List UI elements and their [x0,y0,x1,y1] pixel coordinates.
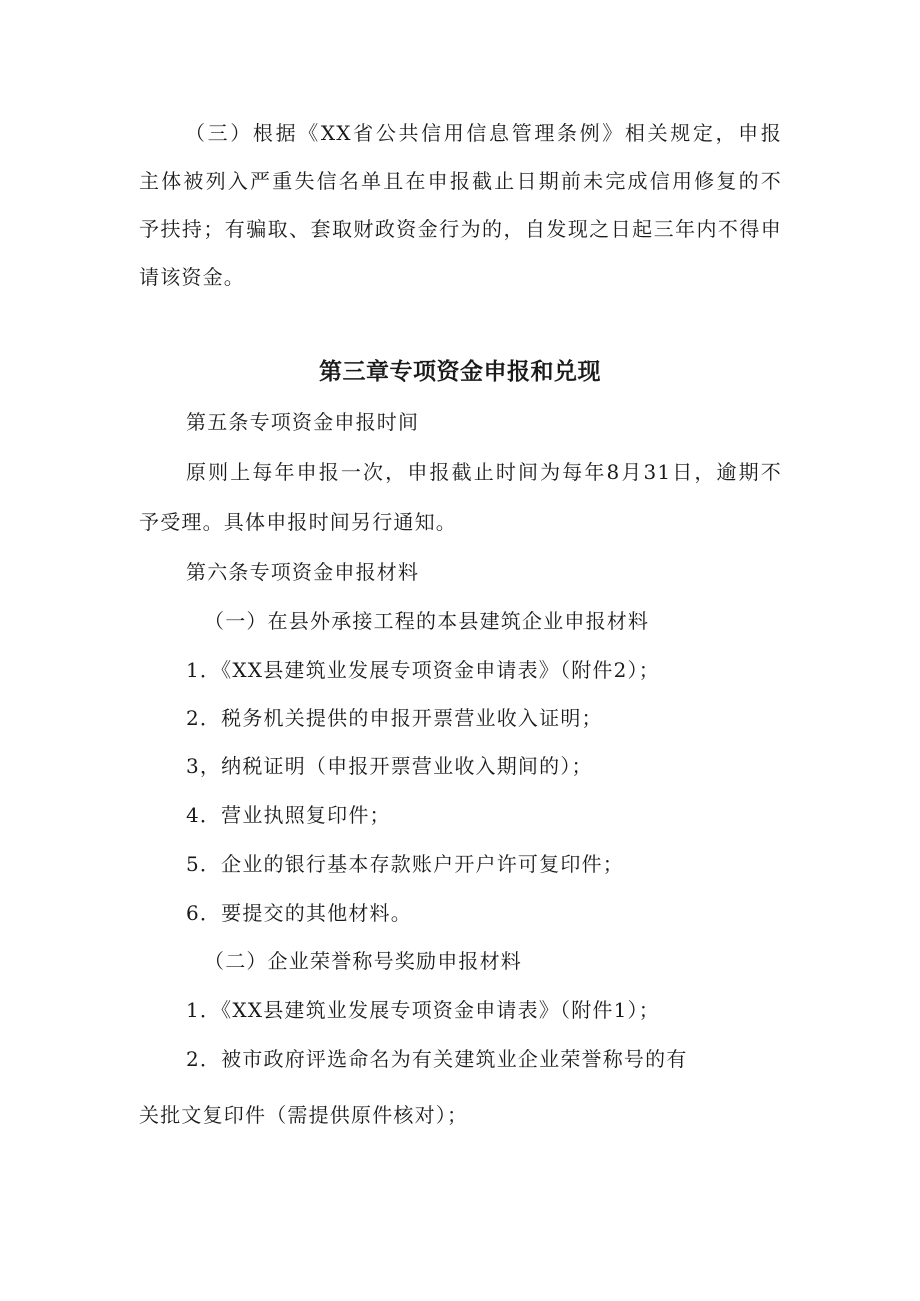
list-item: 4．营业执照复印件； [186,803,391,827]
paragraph-line: 请该资金。 [139,265,245,289]
paragraph-line: 予扶持；有骗取、套取财政资金行为的，自发现之日起三年内不得申 [139,217,782,241]
paragraph-line: 予受理。具体申报时间另行通知。 [139,510,457,534]
article-title: 第六条专项资金申报材料 [186,560,420,584]
list-item: 1．《XX县建筑业发展专项资金申请表》（附件1）； [186,998,660,1022]
list-item: 6．要提交的其他材料。 [186,901,412,925]
list-item-continuation: 关批文复印件（需提供原件核对）； [139,1103,469,1127]
section-title: （一）在县外承接工程的本县建筑企业申报材料 [204,609,650,633]
list-item: 2．被市政府评选命名为有关建筑业企业荣誉称号的有 [186,1047,688,1071]
paragraph-line: 主体被列入严重失信名单且在申报截止日期前未完成信用修复的不 [139,169,782,193]
article-title: 第五条专项资金申报时间 [186,410,420,434]
list-item: 5．企业的银行基本存款账户开户许可复印件； [186,852,624,876]
list-item: 2．税务机关提供的申报开票营业收入证明； [186,706,603,730]
paragraph-line: 原则上每年申报一次，申报截止时间为每年8月31日，逾期不 [186,460,782,484]
paragraph-line: （三）根据《XX省公共信用信息管理条例》相关规定，申报 [185,121,782,145]
section-title: （二）企业荣誉称号奖励申报材料 [204,949,522,973]
chapter-title: 第三章专项资金申报和兑现 [319,359,601,385]
list-item: 3，纳税证明（申报开票营业收入期间的）； [186,754,593,778]
list-item: 1．《XX县建筑业发展专项资金申请表》（附件2）； [186,658,660,682]
